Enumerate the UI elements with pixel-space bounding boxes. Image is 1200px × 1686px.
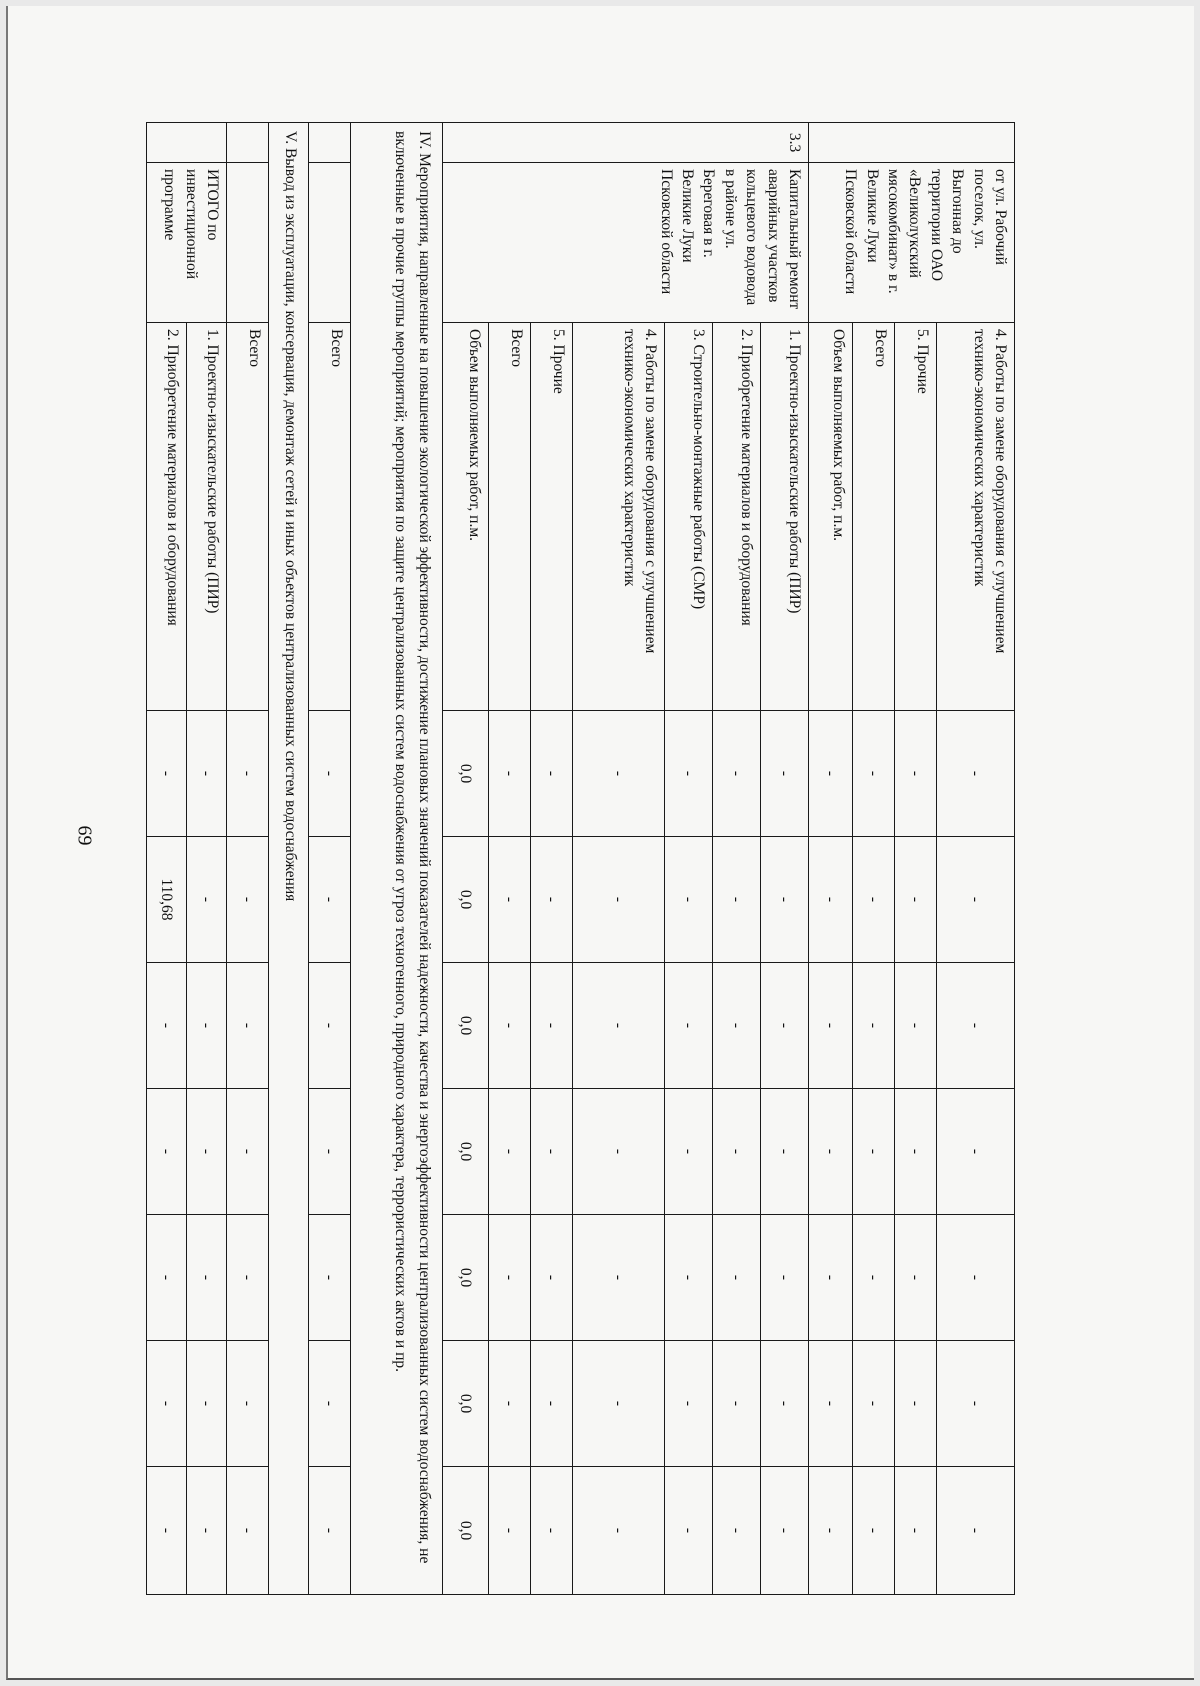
value-cell: - xyxy=(809,711,853,837)
table-body xyxy=(147,123,1015,1595)
value-cell: - xyxy=(937,711,1015,837)
value-cell: - xyxy=(809,963,853,1089)
value-cell: - xyxy=(853,1467,895,1595)
value-cell: - xyxy=(895,1215,937,1341)
value-cell: 0,0 xyxy=(443,1089,489,1215)
value-cell: - xyxy=(227,1089,269,1215)
table-row xyxy=(489,123,531,1595)
document-page xyxy=(6,6,1194,1680)
value-cell: - xyxy=(531,711,573,837)
value-cell: - xyxy=(489,1089,531,1215)
table-row xyxy=(761,123,809,1595)
value-cell: - xyxy=(713,1089,761,1215)
object-name-cell: от ул. Рабочий поселок, ул. Выгонная до территории ОАО «Великолукский мясокомбинат» в г. Великие Луки Псковской области xyxy=(809,163,1015,323)
value-cell: - xyxy=(761,711,809,837)
table-row xyxy=(309,123,351,1595)
value-cell: - xyxy=(309,963,351,1089)
value-cell: - xyxy=(713,963,761,1089)
value-cell: - xyxy=(187,963,227,1089)
value-cell: - xyxy=(187,711,227,837)
section-header-row xyxy=(351,123,443,1595)
value-cell: - xyxy=(937,1089,1015,1215)
value-cell: - xyxy=(809,837,853,963)
empty-cell xyxy=(147,123,227,163)
value-cell: - xyxy=(761,1341,809,1467)
table-row xyxy=(713,123,761,1595)
value-cell: - xyxy=(573,1341,665,1467)
work-type-cell: 5. Прочие xyxy=(895,323,937,711)
section-v-heading: V. Вывод из эксплуатации, консервация, демонтаж сетей и иных объектов централизованных систем водоснабжения xyxy=(269,123,309,1595)
value-cell: 110,68 xyxy=(147,837,187,963)
value-cell: - xyxy=(187,1089,227,1215)
value-cell: - xyxy=(531,1215,573,1341)
value-cell: - xyxy=(309,711,351,837)
value-cell: - xyxy=(809,1341,853,1467)
value-cell: - xyxy=(713,1215,761,1341)
value-cell: - xyxy=(573,963,665,1089)
value-cell: - xyxy=(531,1341,573,1467)
value-cell: - xyxy=(853,963,895,1089)
value-cell: - xyxy=(895,963,937,1089)
work-type-cell: Объем выполняемых работ, п.м. xyxy=(809,323,853,711)
table-row xyxy=(665,123,713,1595)
work-type-cell: 2. Приобретение материалов и оборудования xyxy=(713,323,761,711)
value-cell: - xyxy=(309,1089,351,1215)
table-row xyxy=(853,123,895,1595)
value-cell: - xyxy=(809,1089,853,1215)
value-cell: - xyxy=(573,1089,665,1215)
value-cell: - xyxy=(665,1467,713,1595)
value-cell: 0,0 xyxy=(443,1341,489,1467)
value-cell: - xyxy=(665,1089,713,1215)
value-cell: - xyxy=(227,1215,269,1341)
value-cell: - xyxy=(489,837,531,963)
value-cell: - xyxy=(187,837,227,963)
value-cell: - xyxy=(227,1341,269,1467)
row-number-cell xyxy=(809,123,1015,163)
value-cell: 0,0 xyxy=(443,711,489,837)
section-header-row xyxy=(269,123,309,1595)
value-cell: - xyxy=(937,1341,1015,1467)
table-row xyxy=(809,123,853,1595)
value-cell: - xyxy=(147,1089,187,1215)
work-type-cell: Всего xyxy=(309,323,351,711)
value-cell: - xyxy=(665,1341,713,1467)
value-cell: - xyxy=(853,837,895,963)
investment-program-table xyxy=(146,122,1015,1595)
value-cell: - xyxy=(573,711,665,837)
value-cell: - xyxy=(227,711,269,837)
value-cell: - xyxy=(853,1089,895,1215)
value-cell: - xyxy=(147,1467,187,1595)
value-cell: - xyxy=(531,1467,573,1595)
value-cell: - xyxy=(227,837,269,963)
empty-cell xyxy=(227,123,269,163)
value-cell: - xyxy=(713,1341,761,1467)
value-cell: 0,0 xyxy=(443,963,489,1089)
value-cell: - xyxy=(895,837,937,963)
work-type-cell: 1. Проектно-изыскательские работы (ПИР) xyxy=(187,323,227,711)
value-cell: - xyxy=(665,1215,713,1341)
value-cell: - xyxy=(531,963,573,1089)
empty-cell xyxy=(309,123,351,163)
value-cell: - xyxy=(489,1215,531,1341)
table-row xyxy=(895,123,937,1595)
value-cell: - xyxy=(895,1089,937,1215)
rotated-table-container xyxy=(158,122,1015,1594)
work-type-cell: Всего xyxy=(853,323,895,711)
table-row xyxy=(937,123,1015,1595)
work-type-cell: 1. Проектно-изыскательские работы (ПИР) xyxy=(761,323,809,711)
value-cell: - xyxy=(573,837,665,963)
work-type-cell: 5. Прочие xyxy=(531,323,573,711)
value-cell: - xyxy=(531,1089,573,1215)
row-number-cell: 3.3 xyxy=(443,123,809,163)
table-row xyxy=(443,123,489,1595)
value-cell: - xyxy=(227,1467,269,1595)
value-cell: - xyxy=(937,1467,1015,1595)
page-number: 69 xyxy=(73,825,96,846)
value-cell: - xyxy=(761,837,809,963)
work-type-cell: 2. Приобретение материалов и оборудования xyxy=(147,323,187,711)
value-cell: - xyxy=(147,711,187,837)
value-cell: - xyxy=(489,963,531,1089)
value-cell: - xyxy=(187,1215,227,1341)
value-cell: - xyxy=(665,963,713,1089)
value-cell: - xyxy=(937,837,1015,963)
value-cell: - xyxy=(895,1467,937,1595)
work-type-cell: Всего xyxy=(489,323,531,711)
total-label-cell: ИТОГО по инвестиционной программе xyxy=(147,163,227,323)
table-row xyxy=(187,123,227,1595)
work-type-cell: 4. Работы по замене оборудования с улучшением технико-экономических характеристик xyxy=(573,323,665,711)
value-cell: - xyxy=(187,1467,227,1595)
empty-cell xyxy=(309,163,351,323)
value-cell: - xyxy=(761,963,809,1089)
table-row xyxy=(147,123,187,1595)
value-cell: - xyxy=(187,1341,227,1467)
work-type-cell: 3. Строительно-монтажные работы (СМР) xyxy=(665,323,713,711)
work-type-cell: Всего xyxy=(227,323,269,711)
value-cell: - xyxy=(665,837,713,963)
value-cell: 0,0 xyxy=(443,837,489,963)
value-cell: - xyxy=(809,1467,853,1595)
value-cell: - xyxy=(573,1467,665,1595)
value-cell: - xyxy=(531,837,573,963)
value-cell: - xyxy=(147,1215,187,1341)
table-row xyxy=(227,123,269,1595)
value-cell: - xyxy=(937,1215,1015,1341)
value-cell: - xyxy=(853,711,895,837)
value-cell: - xyxy=(573,1215,665,1341)
value-cell: - xyxy=(895,1341,937,1467)
value-cell: - xyxy=(761,1089,809,1215)
value-cell: - xyxy=(937,963,1015,1089)
empty-cell xyxy=(227,163,269,323)
table-row xyxy=(531,123,573,1595)
value-cell: - xyxy=(853,1215,895,1341)
value-cell: - xyxy=(809,1215,853,1341)
value-cell: - xyxy=(309,1467,351,1595)
value-cell: - xyxy=(761,1467,809,1595)
work-type-cell: Объем выполняемых работ, п.м. xyxy=(443,323,489,711)
value-cell: - xyxy=(489,1341,531,1467)
section-iv-heading: IV. Мероприятия, направленные на повышение экологической эффективности, достижение плановых значений показателей надежности, качества и энергоэффективности централизованных систем водоснабжения, не включенные в прочие группы мероприятий; мероприятия по защите централизованных систем водоснабжения от угроз техногенного, природного характера, террористических актов и пр. xyxy=(351,123,443,1595)
table-row xyxy=(573,123,665,1595)
value-cell: - xyxy=(147,1341,187,1467)
value-cell: - xyxy=(713,711,761,837)
value-cell: - xyxy=(489,1467,531,1595)
object-name-cell: Капитальный ремонт аварийных участков кольцевого водовода в районе ул. Береговая в г. Великие Луки Псковской области xyxy=(443,163,809,323)
value-cell: - xyxy=(489,711,531,837)
value-cell: - xyxy=(713,1467,761,1595)
value-cell: 0,0 xyxy=(443,1467,489,1595)
value-cell: - xyxy=(227,963,269,1089)
value-cell: - xyxy=(309,1215,351,1341)
value-cell: - xyxy=(665,711,713,837)
value-cell: - xyxy=(147,963,187,1089)
value-cell: - xyxy=(895,711,937,837)
value-cell: - xyxy=(309,837,351,963)
value-cell: - xyxy=(761,1215,809,1341)
value-cell: - xyxy=(309,1341,351,1467)
value-cell: 0,0 xyxy=(443,1215,489,1341)
value-cell: - xyxy=(853,1341,895,1467)
value-cell: - xyxy=(713,837,761,963)
work-type-cell: 4. Работы по замене оборудования с улучшением технико-экономических характеристик xyxy=(937,323,1015,711)
